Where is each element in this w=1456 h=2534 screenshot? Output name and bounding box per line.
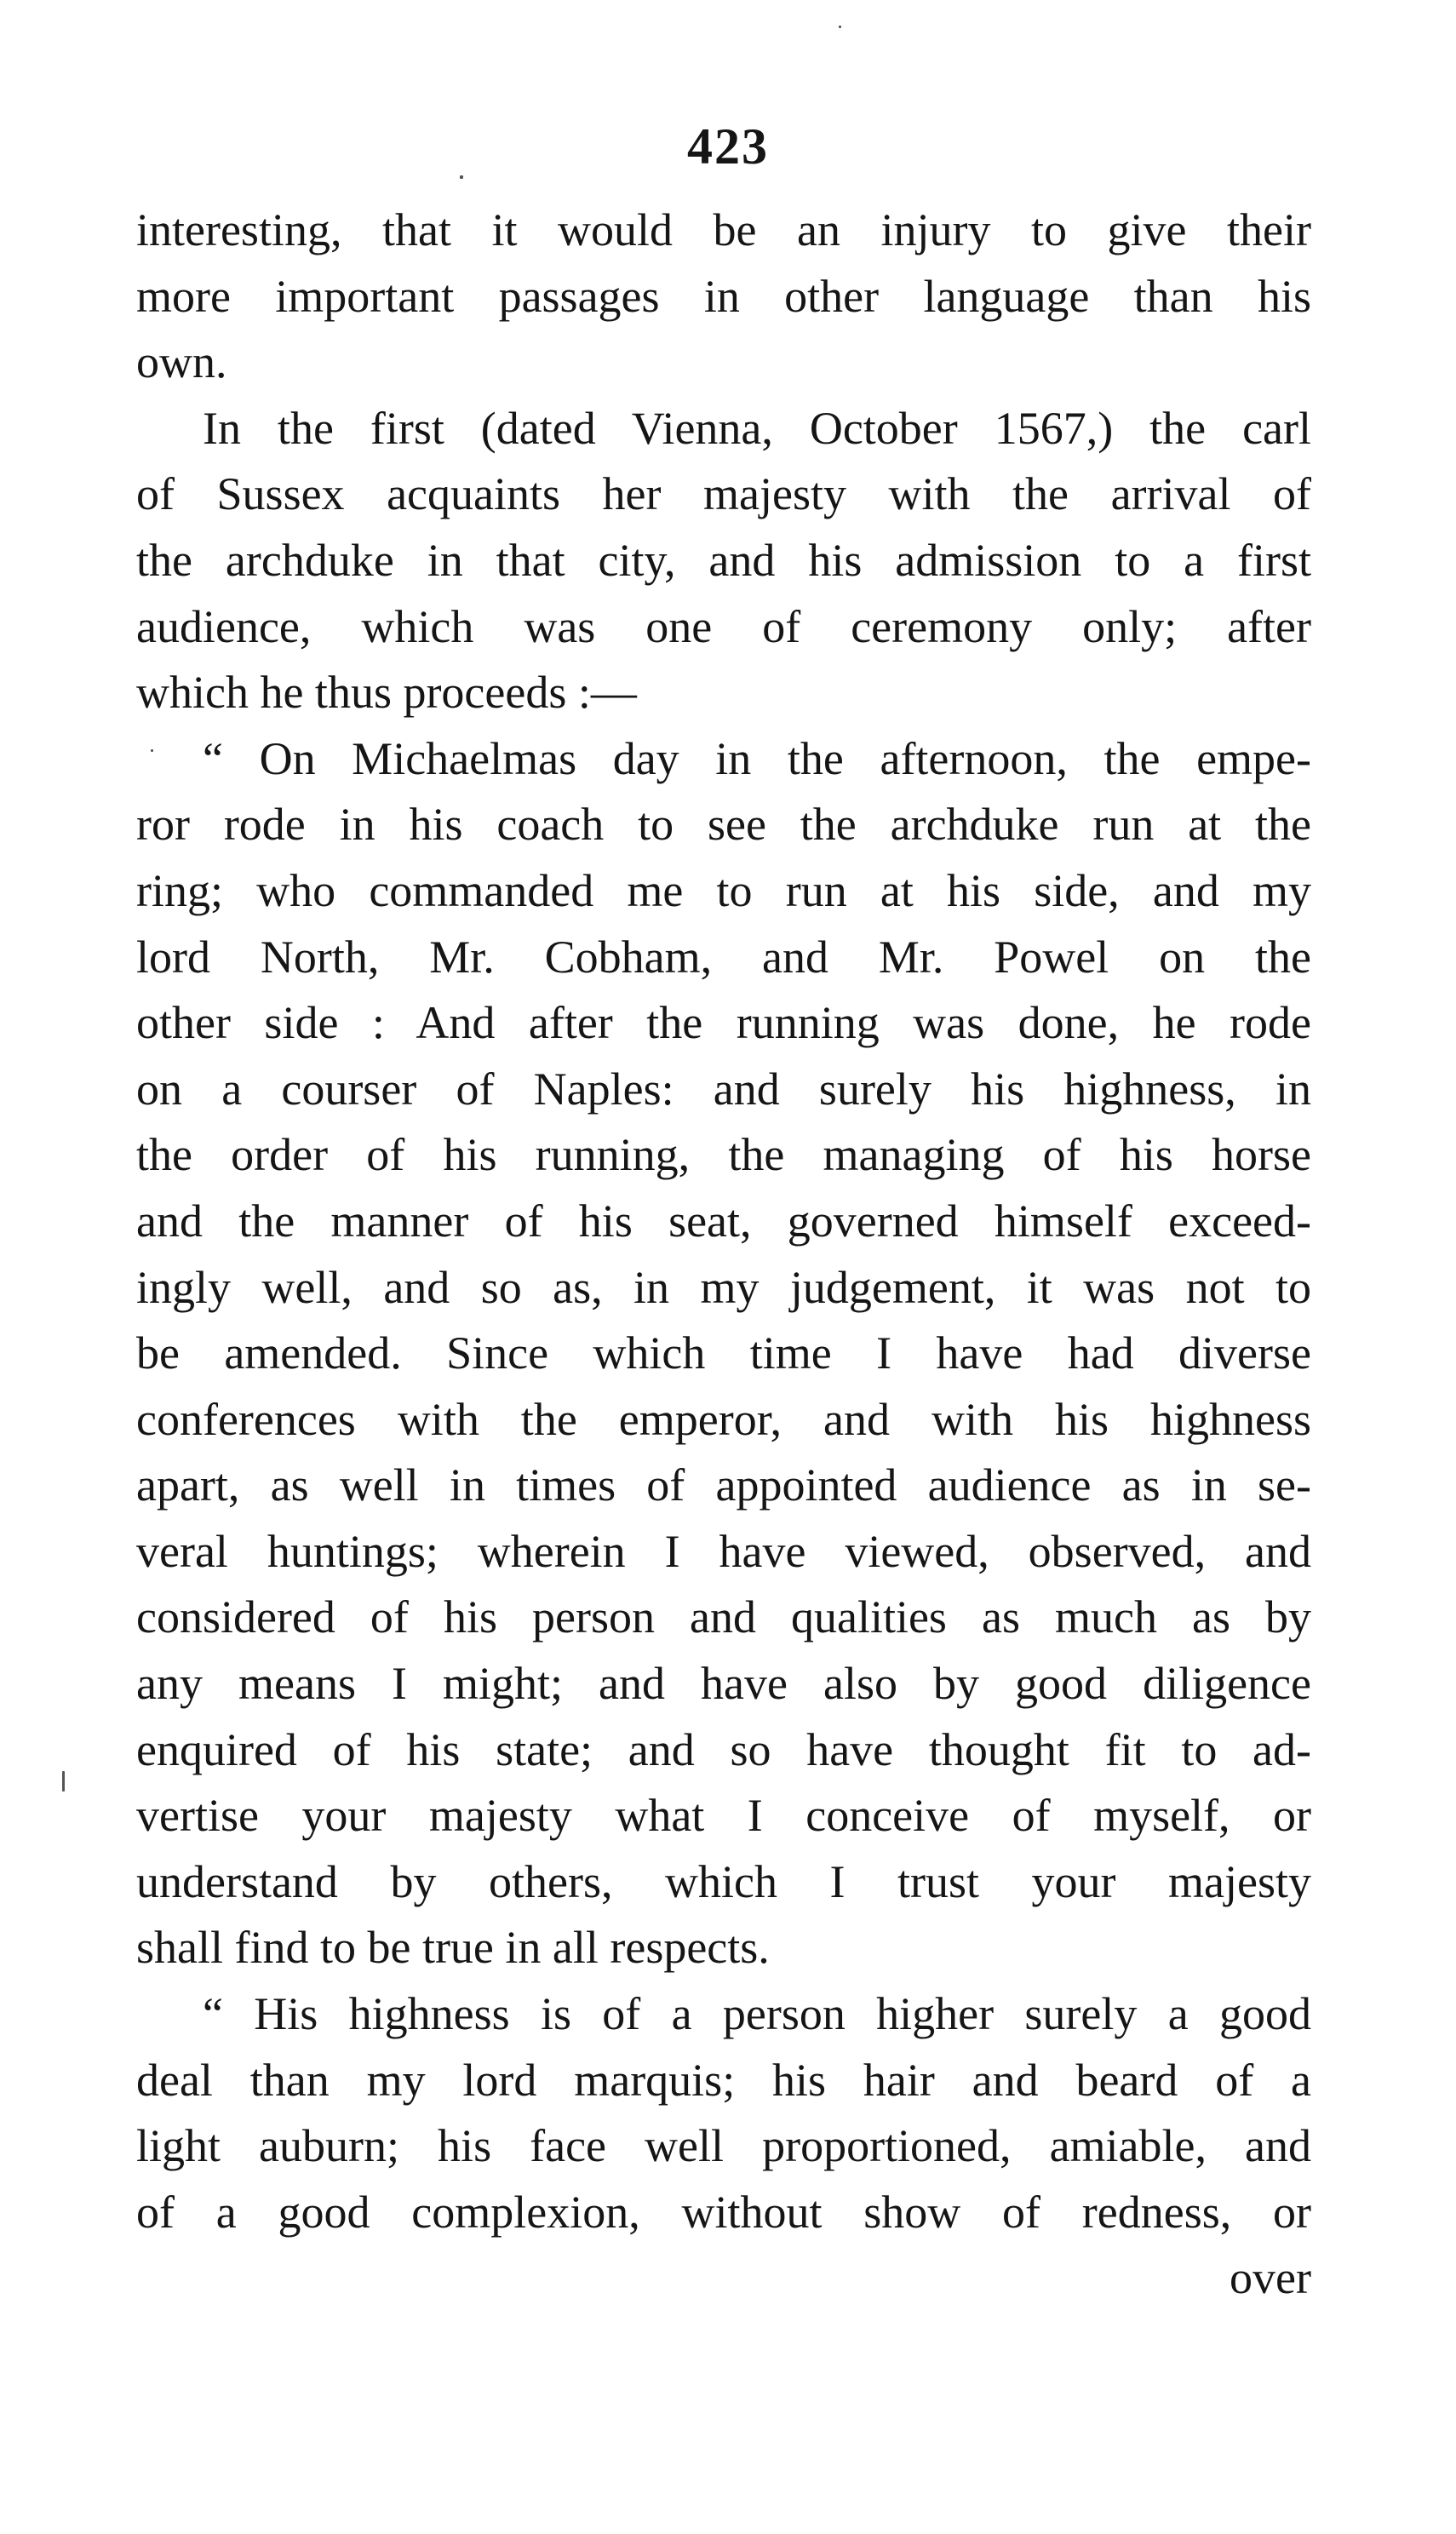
print-speck — [151, 749, 153, 752]
text-line: more important passages in other language than his — [136, 270, 1311, 322]
text-line: “ On Michaelmas day in the afternoon, the empe- — [203, 732, 1311, 784]
print-speck — [460, 175, 463, 179]
text-line: on a courser of Naples: and surely his highness, in — [136, 1063, 1311, 1115]
text-line: understand by others, which I trust your majesty — [136, 1855, 1311, 1907]
text-line: any means I might; and have also by good diligence — [136, 1658, 1311, 1710]
text-line: light auburn; his face well proportioned, amiable, and — [136, 2120, 1311, 2172]
text-line: which he thus proceeds :— — [136, 667, 637, 719]
text-line: considered of his person and qualities as much as by — [136, 1591, 1311, 1643]
text-line: own. — [136, 336, 227, 388]
catchword: over — [1230, 2252, 1311, 2304]
text-line: ring; who commanded me to run at his side, and my — [136, 864, 1311, 916]
text-line: veral huntings; wherein I have viewed, observed, and — [136, 1525, 1311, 1577]
text-line: the order of his running, the managing of his horse — [136, 1129, 1311, 1181]
print-speck — [62, 1771, 65, 1792]
text-line: and the manner of his seat, governed himself exceed- — [136, 1195, 1311, 1247]
body-text — [136, 198, 1311, 2312]
text-line: lord North, Mr. Cobham, and Mr. Powel on the — [136, 931, 1311, 983]
text-line: In the first (dated Vienna, October 1567,) the carl — [203, 402, 1311, 454]
text-line: audience, which was one of ceremony only; after — [136, 600, 1311, 652]
text-line: interesting, that it would be an injury to give their — [136, 204, 1311, 255]
text-line: enquired of his state; and so have thought fit to ad- — [136, 1723, 1311, 1775]
print-speck — [839, 26, 841, 28]
page-number: 423 — [687, 118, 769, 175]
text-line: deal than my lord marquis; his hair and beard of a — [136, 2054, 1311, 2106]
text-line: ror rode in his coach to see the archduke run at the — [136, 799, 1311, 851]
text-line: ingly well, and so as, in my judgement, it was not to — [136, 1261, 1311, 1313]
text-line: apart, as well in times of appointed audience as in se- — [136, 1459, 1311, 1511]
text-line: vertise your majesty what I conceive of myself, or — [136, 1790, 1311, 1842]
text-line: be amended. Since which time I have had diverse — [136, 1327, 1311, 1379]
text-line: of Sussex acquaints her majesty with the arrival of — [136, 468, 1311, 520]
text-line: the archduke in that city, and his admission to a first — [136, 534, 1311, 586]
text-line: other side : And after the running was done, he rode — [136, 997, 1311, 1049]
text-line: conferences with the emperor, and with his highness — [136, 1393, 1311, 1445]
text-line: of a good complexion, without show of redness, or — [136, 2186, 1311, 2238]
text-line: “ His highness is of a person higher surely a good — [203, 1988, 1311, 2040]
text-line: shall find to be true in all respects. — [136, 1922, 770, 1974]
